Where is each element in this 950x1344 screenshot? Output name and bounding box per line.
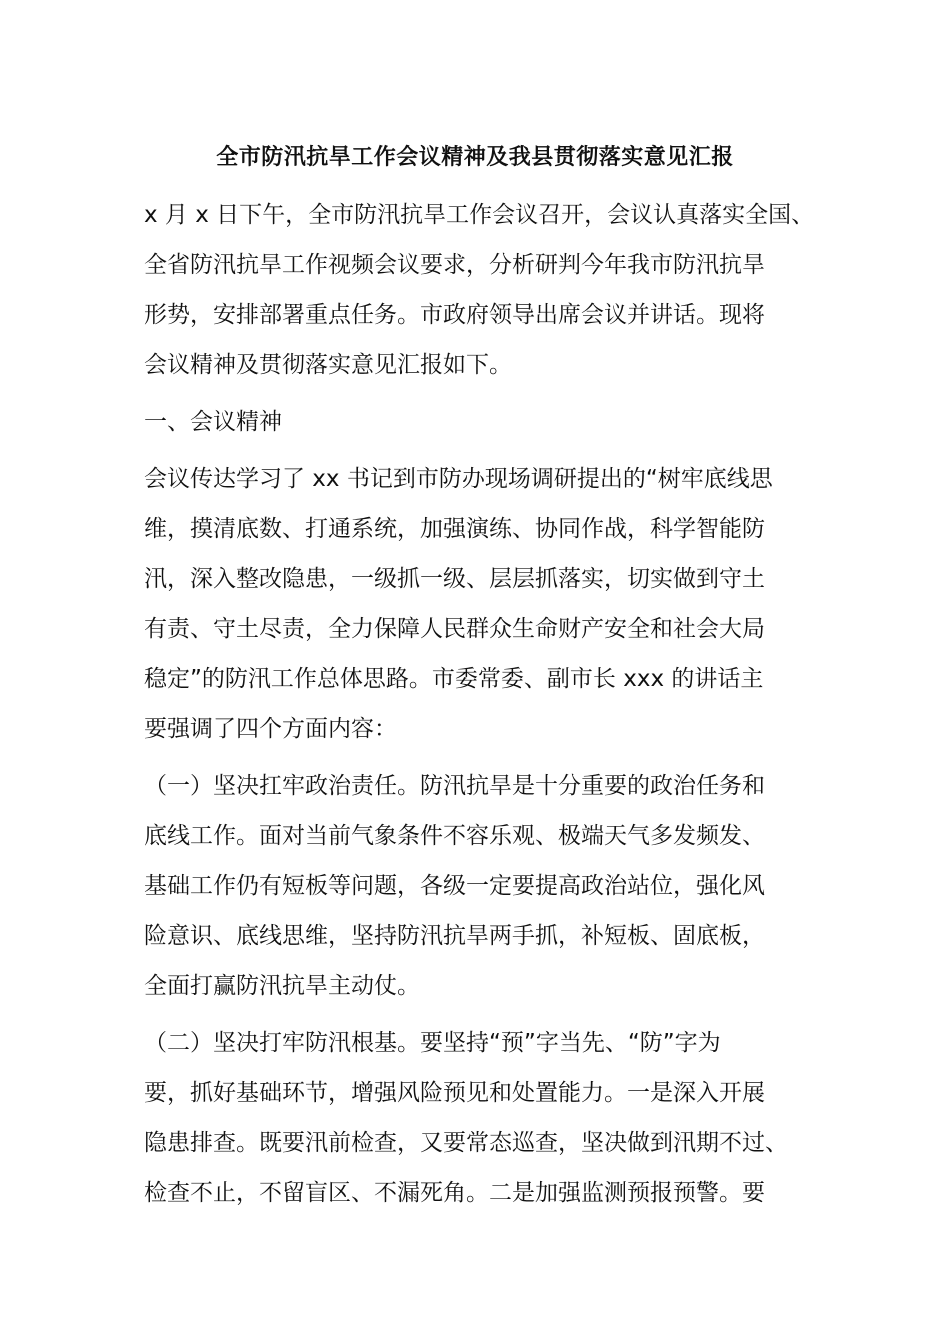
text-line: 有责、守土尽责，全力保障人民群众生命财产安全和社会大局 [144, 616, 765, 642]
text-line: 基础工作仍有短板等问题，各级一定要提高政治站位，强化风 [144, 873, 765, 899]
text-line: 要，抓好基础环节，增强风险预见和处置能力。一是深入开展 [144, 1080, 765, 1106]
text-line: 要强调了四个方面内容： [144, 716, 397, 742]
section-heading [144, 397, 824, 447]
text-line: 险意识、底线思维，坚持防汛抗旱两手抓，补短板、固底板， [144, 923, 765, 949]
text-line: 汛，深入整改隐患，一级抓一级、层层抓落实，切实做到守土 [144, 566, 765, 592]
paragraph-intro [144, 190, 824, 390]
text-line: 会议精神及贯彻落实意见汇报如下。 [144, 352, 512, 378]
text-line: （二）坚决打牢防汛根基。要坚持“预”字当先、“防”字为 [144, 1030, 721, 1056]
text-line: 全面打赢防汛抗旱主动仗。 [144, 973, 420, 999]
text-line: 稳定”的防汛工作总体思路。市委常委、副市长 xxx 的讲话主 [144, 666, 764, 692]
text-line: 形势，安排部署重点任务。市政府领导出席会议并讲话。现将 [144, 302, 765, 328]
paragraph-point-one [144, 761, 824, 1011]
text-line: 全省防汛抗旱工作视频会议要求，分析研判今年我市防汛抗旱 [144, 252, 765, 278]
text-line: 一、会议精神 [144, 409, 282, 435]
text-line: 会议传达学习了 xx 书记到市防办现场调研提出的“树牢底线思 [144, 466, 773, 492]
text-line: 隐患排查。既要汛前检查，又要常态巡查，坚决做到汛期不过、 [144, 1130, 788, 1156]
text-line: 维，摸清底数、打通系统，加强演练、协同作战，科学智能防 [144, 516, 765, 542]
paragraph-point-two [144, 1018, 824, 1218]
text-line: （一）坚决扛牢政治责任。防汛抗旱是十分重要的政治任务和 [144, 773, 765, 799]
text-line: 底线工作。面对当前气象条件不容乐观、极端天气多发频发、 [144, 823, 765, 849]
text-line: x 月 x 日下午，全市防汛抗旱工作会议召开，会议认真落实全国、 [144, 202, 815, 228]
document-title: 全市防汛抗旱工作会议精神及我县贯彻落实意见汇报 [216, 145, 734, 170]
paragraph-meeting-spirit [144, 454, 824, 754]
text-line: 检查不止，不留盲区、不漏死角。二是加强监测预报预警。要 [144, 1180, 765, 1206]
document-body [144, 190, 824, 1218]
